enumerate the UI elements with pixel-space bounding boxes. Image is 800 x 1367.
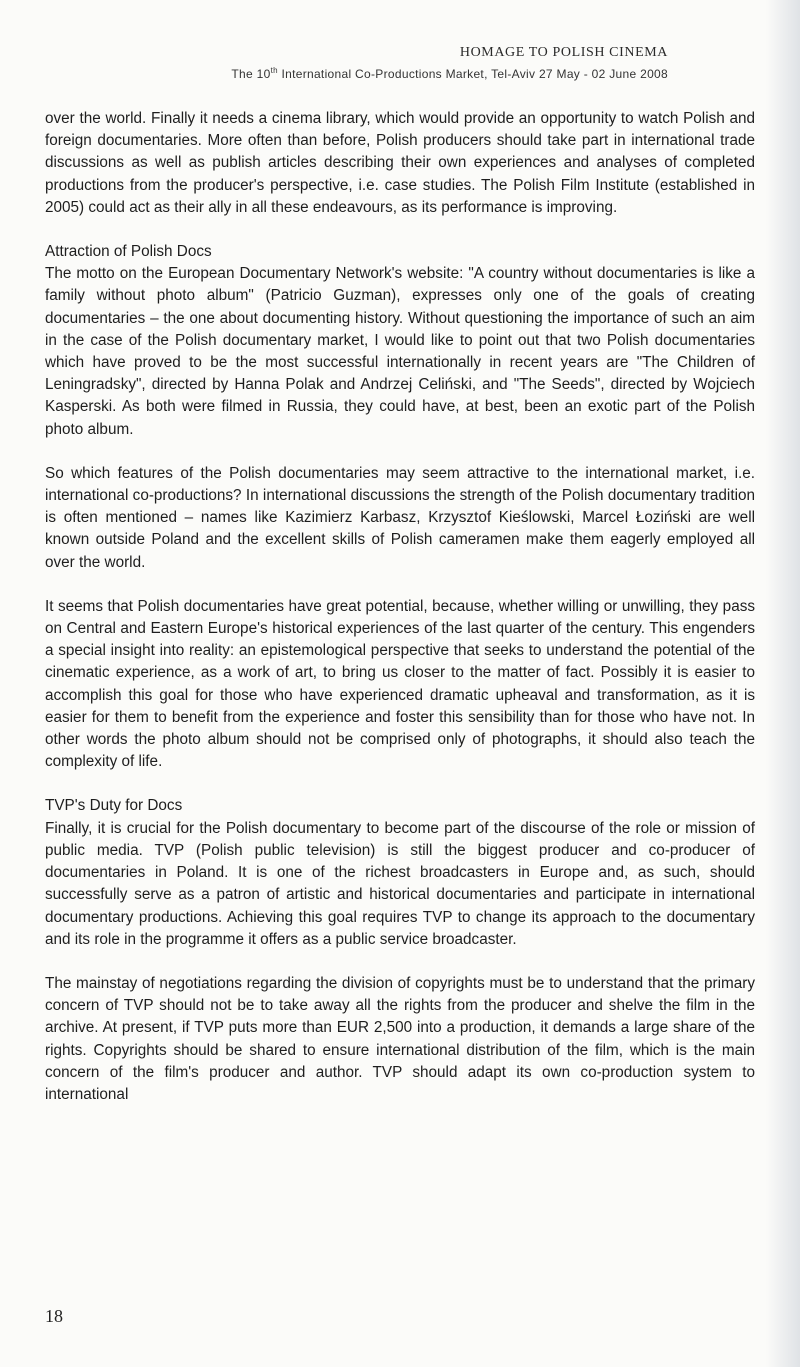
header-title: HOMAGE TO POLISH CINEMA	[459, 45, 668, 60]
header-subtitle-pre: The 10	[231, 67, 271, 81]
header-subtitle-post: International Co-Productions Market, Tel-Aviv 27 May - 02 June 2008	[277, 67, 668, 81]
paragraph-3: So which features of the Polish documentaries may seem attractive to the international market, i.e. international co-productions? In international discussions the strength of the Polish documentary tradition is often mentioned – names like Kazimierz Karbasz, Krzysztof Kieślowski, Marcel Łoziński are well known outside Poland and the excellent skills of Polish cameramen make them eagerly employed all over the world.	[45, 464, 755, 571]
article-body	[45, 108, 755, 1128]
paragraph-5: Finally, it is crucial for the Polish documentary to become part of the discourse of the role or mission of public media. TVP (Polish public television) is still the biggest producer and co-producer of documentaries in Poland. It is one of the richest broadcasters in Europe and, as such, should successfully serve as a patron of artistic and historical documentaries and participate in international documentary productions. Achieving this goal requires TVP to change its approach to the documentary and its role in the programme it offers as a public service broadcaster.	[45, 819, 755, 948]
paragraph-2: The motto on the European Documentary Network's website: "A country without documentaries is like a family without photo album" (Patricio Guzman), expresses only one of the goals of creating documentaries – the one about documenting history. Without questioning the importance of such an aim in the case of the Polish documentary market, I would like to point out that two Polish documentaries which have proved to be the most successful internationally in recent years are "The Children of Leningradsky", directed by Hanna Polak and Andrzej Celiński, and "The Seeds", directed by Wojciech Kasperski. As both were filmed in Russia, they could have, at best, been an exotic part of the Polish photo album.	[45, 265, 755, 438]
running-header	[0, 44, 668, 83]
header-subtitle-sup: th	[270, 66, 278, 75]
section-heading-tvp: TVP's Duty for Docs	[45, 797, 183, 815]
paragraph-1: over the world. Finally it needs a cinema library, which would provide an opportunity to watch Polish and foreign documentaries. More often than before, Polish producers should take part in international trade discussions as well as publish articles describing their own experiences and analyses of completed productions from the producer's perspective, i.e. case studies. The Polish Film Institute (established in 2005) could act as their ally in all these endeavours, as its performance is improving.	[45, 110, 755, 216]
section-heading-attraction: Attraction of Polish Docs	[45, 243, 212, 261]
paragraph-6: The mainstay of negotiations regarding the division of copyrights must be to understand that the primary concern of TVP should not be to take away all the rights from the producer and shelve the film in the archive. At present, if TVP puts more than EUR 2,500 into a production, it demands a large share of the rights. Copyrights should be shared to ensure international distribution of the film, which is the main concern of the film's producer and author. TVP should adapt its own co-production system to international	[45, 974, 755, 1103]
page-number: 18	[45, 1306, 63, 1326]
page-edge-shadow	[766, 0, 800, 1367]
paragraph-4: It seems that Polish documentaries have great potential, because, whether willing or unwilling, they pass on Central and Eastern Europe's historical experiences of the last quarter of the century. This engenders a special insight into reality: an epistemological perspective that seeks to understand the potential of the cinematic experience, as a work of art, to bring us closer to the matter of fact. Possibly it is easier to accomplish this goal for those who have experienced dramatic upheaval and transformation, as it is easier for them to benefit from the experience and foster this sensibility than for those who have not. In other words the photo album should not be comprised only of photographs, it should also teach the complexity of life.	[45, 597, 755, 771]
header-subtitle	[0, 62, 668, 83]
